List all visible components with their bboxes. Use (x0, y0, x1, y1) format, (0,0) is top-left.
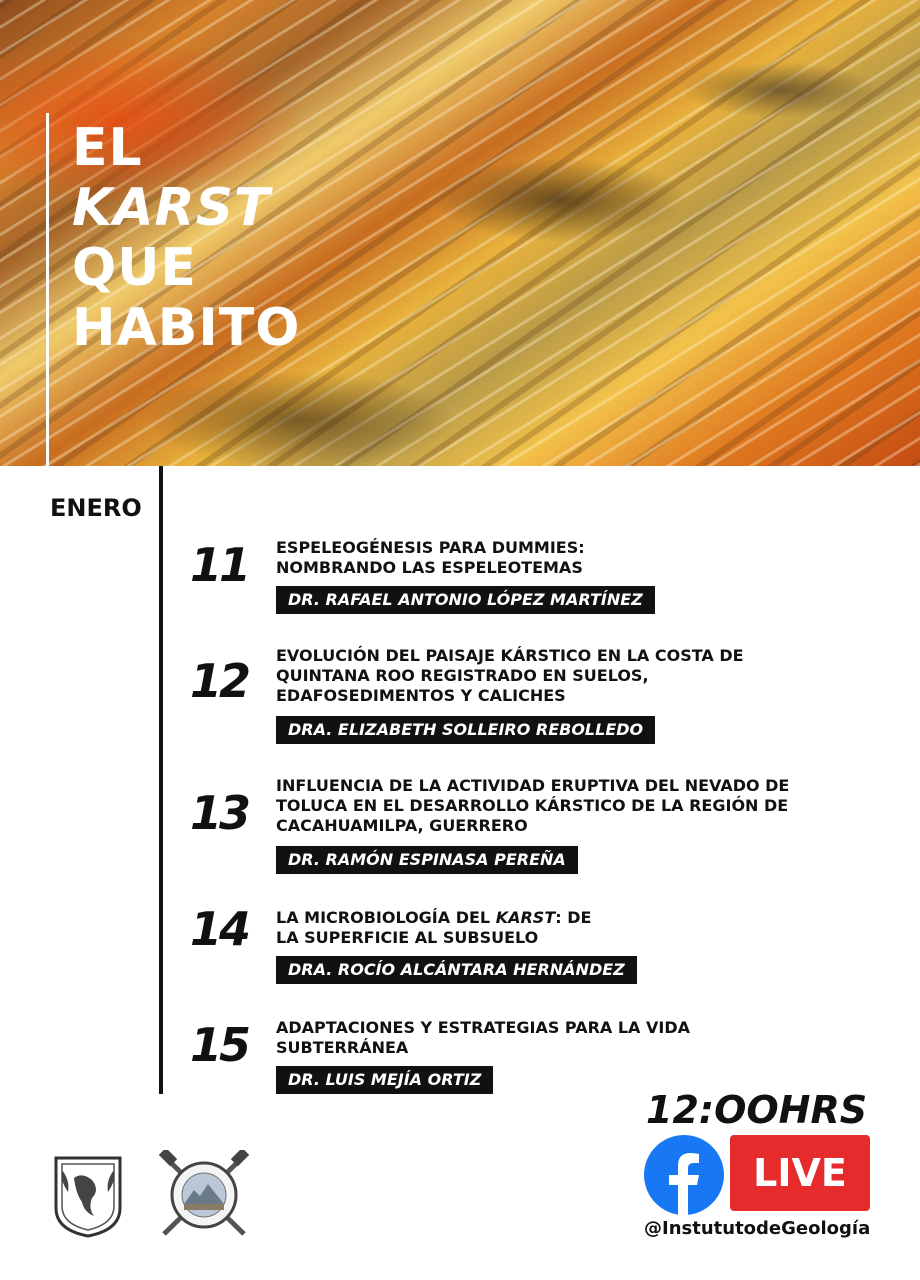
unam-logo (48, 1150, 128, 1240)
title-line-2: KARST (72, 178, 271, 238)
live-badge: LIVE (730, 1135, 870, 1211)
event-day: 15 (190, 1018, 249, 1072)
social-handle[interactable]: @InstututodeGeología (644, 1218, 871, 1239)
event-title-text: ESPELEOGÉNESIS PARA DUMMIES: NOMBRANDO LAS ESPELEOTEMAS (276, 538, 585, 577)
event-title-pre: LA MICROBIOLOGÍA DEL (276, 908, 496, 927)
title-line-3: QUE (72, 238, 197, 298)
event-speaker: DR. LUIS MEJÍA ORTIZ (276, 1066, 493, 1094)
event-day: 14 (190, 902, 249, 956)
facebook-icon[interactable] (644, 1135, 724, 1215)
event-day: 11 (190, 538, 249, 592)
event-speaker: DR. RAMÓN ESPINASA PEREÑA (276, 846, 578, 874)
event-title-em: KARST (495, 908, 556, 927)
instituto-geologia-logo (158, 1150, 250, 1238)
timeline-line (159, 466, 163, 1094)
month-label: ENERO (50, 494, 142, 522)
event-day: 12 (190, 654, 249, 708)
header-artwork (0, 0, 920, 466)
event-speaker: DR. RAFAEL ANTONIO LÓPEZ MARTÍNEZ (276, 586, 655, 614)
event-speaker: DRA. ELIZABETH SOLLEIRO REBOLLEDO (276, 716, 655, 744)
event-title-text: INFLUENCIA DE LA ACTIVIDAD ERUPTIVA DEL NEVADO DE TOLUCA EN EL DESARROLLO KÁRSTICO DE LA REGIÓN DE CACAHUAMILPA, GUERRERO (276, 776, 790, 835)
event-day: 13 (190, 786, 249, 840)
title-line-1: EL (72, 118, 143, 178)
event-title-text: ADAPTACIONES Y ESTRATEGIAS PARA LA VIDA SUBTERRÁNEA (276, 1018, 690, 1057)
event-title-text: EVOLUCIÓN DEL PAISAJE KÁRSTICO EN LA COSTA DE QUINTANA ROO REGISTRADO EN SUELOS, EDAFOSEDIMENTOS Y CALICHES (276, 646, 744, 705)
title-divider-line (46, 113, 49, 466)
event-title (72, 118, 300, 358)
event-time: 12:OOHRS (646, 1088, 868, 1132)
event-title-post: : DE LA SUPERFICIE AL SUBSUELO (276, 908, 592, 947)
title-line-4: HABITO (72, 298, 301, 358)
event-speaker: DRA. ROCÍO ALCÁNTARA HERNÁNDEZ (276, 956, 637, 984)
event-title-text (276, 908, 606, 948)
